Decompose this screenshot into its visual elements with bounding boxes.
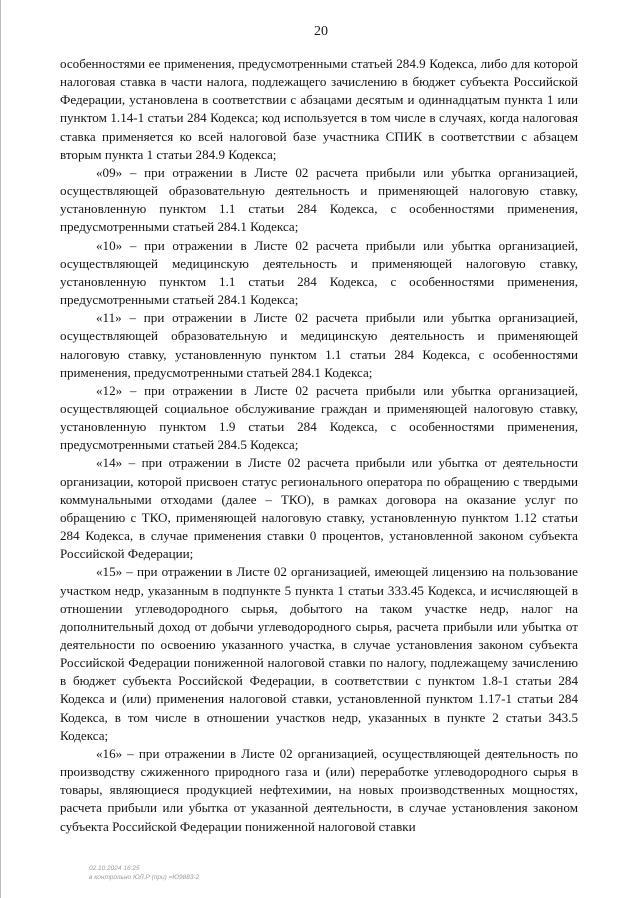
print-footer — [89, 864, 199, 882]
paragraph-code-12: «12» – при отражении в Листе 02 расчета прибыли или убытка организацией, осуществляющей социальное обслуживание граждан и применяющей налоговую ставку, установленную пунктом 1.9 статьи 284 Кодекса, с особенностями применения, предусмотренными статьей 284.5 Кодекса; — [60, 382, 578, 453]
paragraph-code-14: «14» – при отражении в Листе 02 расчета прибыли или убытка от деятельности организации, которой присвоен статус регионального оператора по обращению с твердыми коммунальными отходами (далее – ТКО), в рамках договора на оказание услуг по обращению с ТКО, применяющей налоговую ставку, установленную пунктом 1.12 статьи 284 Кодекса, в случае применения ставки 0 процентов, установленной законом субъекта Российской Федерации; — [60, 455, 578, 562]
paragraph-continuation: особенностями ее применения, предусмотренными статьей 284.9 Кодекса, либо для которой налоговая ставка в части налога, подлежащего зачислению в бюджет субъекта Российской Федерации, установлена в соответствии с абзацами десятым и одиннадцатым пункта 1 или пунктом 1.14-1 статьи 284 Кодекса; код используется в том числе в случаях, когда налоговая ставка применяется ко всей налоговой базе участника СПИК в соответствии с абзацем вторым пункта 1 статьи 284.9 Кодекса; — [60, 56, 578, 162]
paragraph-code-10: «10» – при отражении в Листе 02 расчета прибыли или убытка организацией, осуществляющей медицинскую деятельность и применяющей налоговую ставку, установленную пунктом 1.1 статьи 284 Кодекса, с особенностями применения, предусмотренными статьей 284.1 Кодекса; — [60, 237, 578, 308]
page-number: 20 — [314, 24, 328, 39]
paragraph-code-15: «15» – при отражении в Листе 02 организацией, имеющей лицензию на пользование участком недр, указанным в подпункте 5 пункта 1 статьи 333.45 Кодекса, и исчисляющей в отношении углеводородного сырья, добытого на таком участке недр, налог на дополнительный доход от добычи углеводородного сырья, расчета прибыли или убытка от деятельности по освоению указанного участка, в случае установления законом субъекта Российской Федерации пониженной налоговой ставки по налогу, подлежащему зачислению в бюджет субъекта Российской Федерации, в соответствии с пунктом 1.8-1 статьи 284 Кодекса и (или) применения налоговой ставки, установленной пунктом 1.17-1 статьи 284 Кодекса, в том числе в отношении участков недр, указанных в пункте 2 статьи 343.5 Кодекса; — [60, 564, 578, 743]
footer-timestamp: 02.10.2024 16:25 — [89, 865, 140, 872]
footer-document-ref: в контрольно ЮЛ.Р (при) =Ю9883-2 — [89, 874, 200, 881]
paragraph-code-09: «09» – при отражении в Листе 02 расчета прибыли или убытка организацией, осуществляющей образовательную деятельность и применяющей налоговую ставку, установленную пунктом 1.1 статьи 284 Кодекса, с особенностями применения, предусмотренными статьей 284.1 Кодекса; — [60, 164, 578, 235]
paragraph-code-11: «11» – при отражении в Листе 02 расчета прибыли или убытка организацией, осуществляющей образовательную и медицинскую деятельность и применяющей налоговую ставку, установленную пунктом 1.1 статьи 284 Кодекса, с особенностями применения, предусмотренными статьей 284.1 Кодекса; — [60, 310, 578, 380]
paragraph-code-16: «16» – при отражении в Листе 02 организацией, осуществляющей деятельность по производству сжиженного природного газа и (или) переработке углеводородного сырья в товары, являющиеся продукцией нефтехимии, на новых производственных мощностях, расчета прибыли или убытка от указанной деятельности, в случае установления законом субъекта Российской Федерации пониженной налоговой ставки — [60, 745, 578, 834]
document-body — [60, 55, 578, 836]
